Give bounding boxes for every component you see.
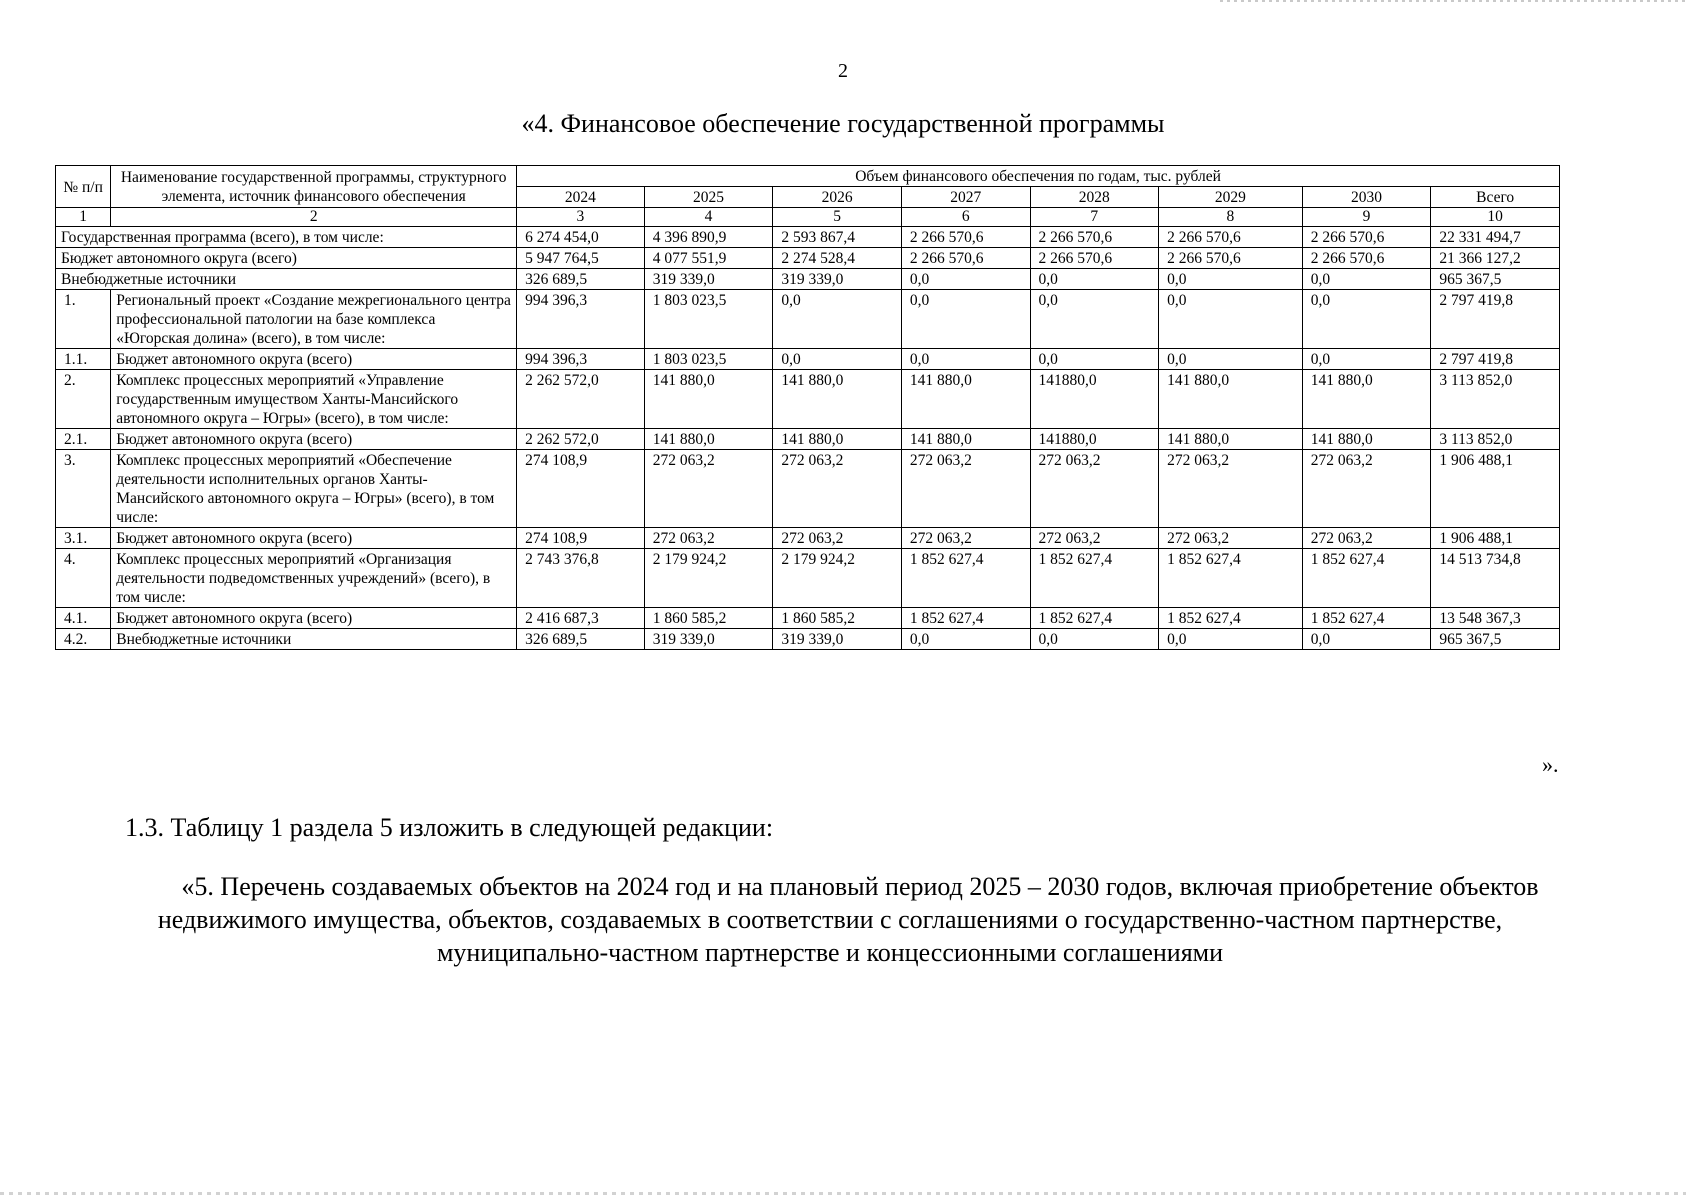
- section5-title: [70, 870, 1590, 969]
- value-cell: 0,0: [901, 629, 1030, 650]
- value-cell: 141 880,0: [901, 429, 1030, 450]
- value-cell: 2 797 419,8: [1431, 349, 1560, 370]
- value-cell: 272 063,2: [1030, 450, 1159, 528]
- row-number: 2.: [56, 370, 111, 429]
- row-number: 4.2.: [56, 629, 111, 650]
- value-cell: 0,0: [1159, 269, 1303, 290]
- value-cell: 3 113 852,0: [1431, 370, 1560, 429]
- value-cell: 2 266 570,6: [901, 248, 1030, 269]
- value-cell: 0,0: [901, 349, 1030, 370]
- value-cell: 0,0: [773, 290, 902, 349]
- value-cell: 6 274 454,0: [517, 227, 645, 248]
- value-cell: 1 852 627,4: [901, 549, 1030, 608]
- row-number: 4.1.: [56, 608, 111, 629]
- value-cell: 0,0: [773, 349, 902, 370]
- table-row: [56, 528, 1560, 549]
- value-cell: 0,0: [1159, 290, 1303, 349]
- value-cell: 326 689,5: [517, 269, 645, 290]
- value-cell: 0,0: [1159, 629, 1303, 650]
- value-cell: 1 852 627,4: [901, 608, 1030, 629]
- value-cell: 2 179 924,2: [644, 549, 773, 608]
- column-number: 5: [773, 208, 902, 227]
- value-cell: 272 063,2: [901, 528, 1030, 549]
- row-number: 1.: [56, 290, 111, 349]
- scan-edge-top: [1220, 0, 1686, 2]
- header-year: 2029: [1159, 187, 1303, 208]
- value-cell: 141 880,0: [901, 370, 1030, 429]
- value-cell: 21 366 127,2: [1431, 248, 1560, 269]
- value-cell: 2 266 570,6: [1302, 248, 1431, 269]
- row-number: 3.: [56, 450, 111, 528]
- row-name: Бюджет автономного округа (всего): [111, 608, 517, 629]
- value-cell: 4 077 551,9: [644, 248, 773, 269]
- value-cell: 319 339,0: [773, 629, 902, 650]
- value-cell: 0,0: [1030, 629, 1159, 650]
- table-row: [56, 349, 1560, 370]
- header-year: 2026: [773, 187, 902, 208]
- value-cell: 319 339,0: [773, 269, 902, 290]
- value-cell: 0,0: [1302, 349, 1431, 370]
- value-cell: 0,0: [1030, 269, 1159, 290]
- table-row: [56, 290, 1560, 349]
- value-cell: 2 266 570,6: [1030, 248, 1159, 269]
- financing-table: [55, 165, 1560, 650]
- value-cell: 0,0: [901, 290, 1030, 349]
- closing-quote: ».: [1542, 752, 1559, 777]
- row-number: 3.1.: [56, 528, 111, 549]
- column-number: 6: [901, 208, 1030, 227]
- value-cell: 1 906 488,1: [1431, 528, 1560, 549]
- row-name: Комплекс процессных мероприятий «Обеспечение деятельности исполнительных органов Ханты-Мансийского автономного округа – Югры» (всего), в том числе:: [111, 450, 517, 528]
- column-number: 7: [1030, 208, 1159, 227]
- value-cell: 22 331 494,7: [1431, 227, 1560, 248]
- value-cell: 141 880,0: [644, 429, 773, 450]
- value-cell: 319 339,0: [644, 269, 773, 290]
- value-cell: 272 063,2: [773, 450, 902, 528]
- value-cell: 2 262 572,0: [517, 370, 645, 429]
- value-cell: 2 262 572,0: [517, 429, 645, 450]
- value-cell: 2 797 419,8: [1431, 290, 1560, 349]
- value-cell: 141 880,0: [644, 370, 773, 429]
- value-cell: 1 852 627,4: [1030, 608, 1159, 629]
- row-name: Бюджет автономного округа (всего): [111, 429, 517, 450]
- value-cell: 2 416 687,3: [517, 608, 645, 629]
- table-row-summary: [56, 227, 1560, 248]
- section5-title-text: «5. Перечень создаваемых объектов на 2024 год и на плановый период 2025 – 2030 годов, включая приобретение объектов недвижимого имущества, объектов, создаваемых в соответствии с соглашениями о государственно-частном партнерстве, муниципально-частном партнерстве и концессионными соглашениями: [157, 872, 1539, 967]
- value-cell: 2 274 528,4: [773, 248, 902, 269]
- summary-label: Бюджет автономного округа (всего): [56, 248, 517, 269]
- value-cell: 274 108,9: [517, 450, 645, 528]
- header-year: 2028: [1030, 187, 1159, 208]
- value-cell: 141 880,0: [773, 370, 902, 429]
- row-number: 2.1.: [56, 429, 111, 450]
- header-year: 2030: [1302, 187, 1431, 208]
- column-number: 3: [517, 208, 645, 227]
- row-name: Внебюджетные источники: [111, 629, 517, 650]
- value-cell: 0,0: [901, 269, 1030, 290]
- header-year: Всего: [1431, 187, 1560, 208]
- value-cell: 0,0: [1159, 349, 1303, 370]
- value-cell: 1 860 585,2: [773, 608, 902, 629]
- value-cell: 141 880,0: [1302, 370, 1431, 429]
- value-cell: 0,0: [1030, 349, 1159, 370]
- table-row-summary: [56, 248, 1560, 269]
- value-cell: 2 266 570,6: [1159, 227, 1303, 248]
- value-cell: 141880,0: [1030, 429, 1159, 450]
- value-cell: 141 880,0: [1159, 370, 1303, 429]
- value-cell: 272 063,2: [1159, 528, 1303, 549]
- header-volume: Объем финансового обеспечения по годам, тыс. рублей: [517, 166, 1560, 187]
- header-year: 2024: [517, 187, 645, 208]
- value-cell: 326 689,5: [517, 629, 645, 650]
- value-cell: 994 396,3: [517, 349, 645, 370]
- value-cell: 1 906 488,1: [1431, 450, 1560, 528]
- column-number: 8: [1159, 208, 1303, 227]
- header-num: № п/п: [56, 166, 111, 208]
- value-cell: 0,0: [1302, 269, 1431, 290]
- value-cell: 965 367,5: [1431, 629, 1560, 650]
- row-name: Региональный проект «Создание межрегионального центра профессиональной патологии на базе комплекса «Югорская долина» (всего), в том числе:: [111, 290, 517, 349]
- value-cell: 2 179 924,2: [773, 549, 902, 608]
- value-cell: 272 063,2: [901, 450, 1030, 528]
- value-cell: 2 266 570,6: [901, 227, 1030, 248]
- table-row-summary: [56, 269, 1560, 290]
- value-cell: 1 852 627,4: [1030, 549, 1159, 608]
- row-name: Комплекс процессных мероприятий «Организация деятельности подведомственных учреждений» (всего), в том числе:: [111, 549, 517, 608]
- value-cell: 3 113 852,0: [1431, 429, 1560, 450]
- value-cell: 994 396,3: [517, 290, 645, 349]
- value-cell: 274 108,9: [517, 528, 645, 549]
- table-row: [56, 549, 1560, 608]
- column-number: 2: [111, 208, 517, 227]
- value-cell: 272 063,2: [1302, 450, 1431, 528]
- value-cell: 272 063,2: [644, 450, 773, 528]
- value-cell: 272 063,2: [1030, 528, 1159, 549]
- value-cell: 0,0: [1302, 290, 1431, 349]
- section-title: «4. Финансовое обеспечение государственной программы: [521, 109, 1165, 138]
- value-cell: 14 513 734,8: [1431, 549, 1560, 608]
- value-cell: 2 743 376,8: [517, 549, 645, 608]
- header-name: Наименование государственной программы, структурного элемента, источник финансового обеспечения: [111, 166, 517, 208]
- column-number: 1: [56, 208, 111, 227]
- table-row: [56, 429, 1560, 450]
- value-cell: 2 593 867,4: [773, 227, 902, 248]
- row-name: Комплекс процессных мероприятий «Управление государственным имуществом Ханты-Мансийского автономного округа – Югры» (всего), в том числе:: [111, 370, 517, 429]
- value-cell: 1 852 627,4: [1302, 549, 1431, 608]
- header-row-1: [56, 166, 1560, 187]
- value-cell: 4 396 890,9: [644, 227, 773, 248]
- row-number: 1.1.: [56, 349, 111, 370]
- value-cell: 1 852 627,4: [1302, 608, 1431, 629]
- table-row: [56, 629, 1560, 650]
- value-cell: 1 803 023,5: [644, 349, 773, 370]
- value-cell: 1 860 585,2: [644, 608, 773, 629]
- value-cell: 141880,0: [1030, 370, 1159, 429]
- table-row: [56, 608, 1560, 629]
- value-cell: 319 339,0: [644, 629, 773, 650]
- table-row: [56, 450, 1560, 528]
- value-cell: 1 803 023,5: [644, 290, 773, 349]
- value-cell: 13 548 367,3: [1431, 608, 1560, 629]
- value-cell: 272 063,2: [773, 528, 902, 549]
- row-name: Бюджет автономного округа (всего): [111, 528, 517, 549]
- row-number: 4.: [56, 549, 111, 608]
- row-name: Бюджет автономного округа (всего): [111, 349, 517, 370]
- value-cell: 272 063,2: [1159, 450, 1303, 528]
- value-cell: 141 880,0: [1159, 429, 1303, 450]
- column-number: 10: [1431, 208, 1560, 227]
- value-cell: 272 063,2: [1302, 528, 1431, 549]
- column-number: 4: [644, 208, 773, 227]
- value-cell: 2 266 570,6: [1302, 227, 1431, 248]
- scan-edge-bottom: [0, 1192, 1686, 1195]
- instruction-text: 1.3. Таблицу 1 раздела 5 изложить в следующей редакции:: [125, 813, 774, 842]
- page-number: 2: [838, 60, 848, 82]
- value-cell: 272 063,2: [644, 528, 773, 549]
- summary-label: Государственная программа (всего), в том числе:: [56, 227, 517, 248]
- summary-label: Внебюджетные источники: [56, 269, 517, 290]
- header-year: 2025: [644, 187, 773, 208]
- value-cell: 0,0: [1302, 629, 1431, 650]
- value-cell: 141 880,0: [1302, 429, 1431, 450]
- value-cell: 2 266 570,6: [1030, 227, 1159, 248]
- table-row: [56, 370, 1560, 429]
- column-number: 9: [1302, 208, 1431, 227]
- header-year: 2027: [901, 187, 1030, 208]
- value-cell: 1 852 627,4: [1159, 549, 1303, 608]
- value-cell: 141 880,0: [773, 429, 902, 450]
- value-cell: 1 852 627,4: [1159, 608, 1303, 629]
- value-cell: 965 367,5: [1431, 269, 1560, 290]
- value-cell: 2 266 570,6: [1159, 248, 1303, 269]
- value-cell: 5 947 764,5: [517, 248, 645, 269]
- column-numbers-row: [56, 208, 1560, 227]
- value-cell: 0,0: [1030, 290, 1159, 349]
